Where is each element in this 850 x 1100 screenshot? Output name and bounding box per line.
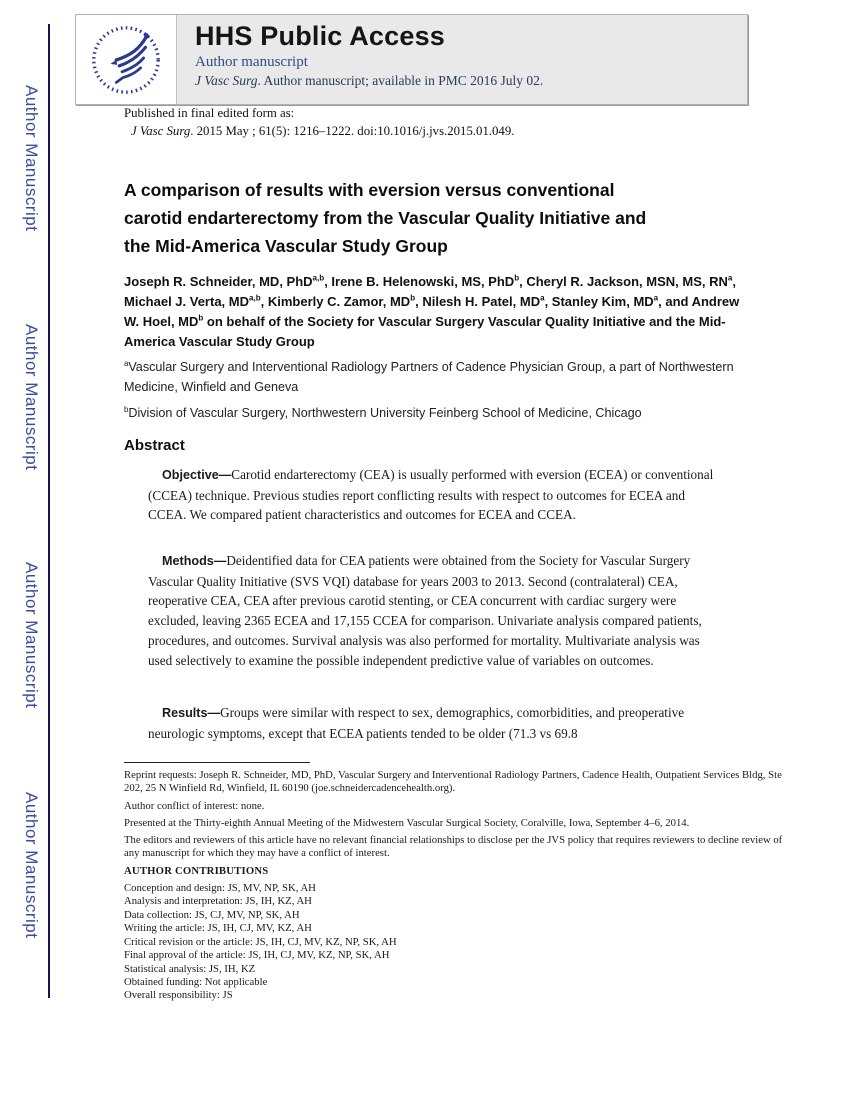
header-title: HHS Public Access <box>195 21 445 51</box>
header-citation-link[interactable]: J Vasc Surg. Author manuscript; available in PMC 2016 July 02. <box>195 73 544 88</box>
presented-at-note: Presented at the Thirty-eighth Annual Meeting of the Midwestern Vascular Surgical Society, Coralville, Iowa, September 4–6, 2014. <box>124 816 690 829</box>
conflict-of-interest-note: Author conflict of interest: none. <box>124 799 265 812</box>
watermark-author-manuscript: Author Manuscript <box>22 561 41 709</box>
article-title <box>124 176 764 260</box>
contribution-item: Overall responsibility: JS <box>124 989 233 1002</box>
article-title-line: carotid endarterectomy from the Vascular Quality Initiative and <box>124 208 647 228</box>
watermark-author-manuscript: Author Manuscript <box>22 323 41 471</box>
abstract-methods-paragraph: Methods—Deidentified data for CEA patients were obtained from the Society for Vascular Surgery Vascular Quality Initiative (SVS VQI) database for years 2003 to 2013. Second (contralateral) CEA, reoperative CEA, CEA after previous carotid stenting, or CEA concurrent with cardiac surgery were excluded, leaving 2365 ECEA and 17,155 CCEA for comparison. Univariate analysis compared patients, procedures, and outcomes. Survival analysis was also performed for mortality. Multivariate analysis was used selectively to examine the possible independent predictive value of variables on outcomes. <box>148 553 702 668</box>
article-title-line: the Mid-America Vascular Study Group <box>124 236 448 256</box>
contribution-item: Statistical analysis: JS, IH, KZ <box>124 962 256 975</box>
abstract-heading: Abstract <box>124 437 185 454</box>
journal-citation: J Vasc Surg. 2015 May ; 61(5): 1216–1222. doi:10.1016/j.jvs.2015.01.049. <box>131 124 515 138</box>
published-as-label: Published in final edited form as: <box>124 106 295 120</box>
footnotes-block <box>124 769 792 1003</box>
reprint-requests-note: Reprint requests: Joseph R. Schneider, MD, PhD, Vascular Surgery and Interventional Radiology Partners, Cadence Health, Outpatient Services Bldg, Ste 202, 25 N Winfield Rd, Winfield, IL 60190 (joe.schneidercadencehealth.org). <box>124 769 782 795</box>
affiliation-b: $^b$Division of Vascular Surgery, Northwestern University Feinberg School of Medicine, Chicago <box>124 404 642 420</box>
sidebar-divider-line <box>48 24 50 998</box>
contribution-item: Writing the article: JS, IH, CJ, MV, KZ, AH <box>124 922 312 935</box>
abstract-objective-paragraph: Objective—Carotid endarterectomy (CEA) is usually performed with eversion (ECEA) or conventional (CCEA) technique. Previous studies report conflicting results with respect to outcomes for ECEA and CCEA. We compared patient characteristics and outcomes for ECEA and CCEA. <box>148 467 714 523</box>
author-list: Joseph R. Schneider, MD, PhD$^{a,b}$, Irene B. Helenowski, MS, PhD$^b$, Cheryl R. Jackson, MSN, MS, $RN^a$, Michael J. Verta, MD$^{a,b}$, Kimberly C. Zamor, $MD^b$, Nilesh H. Patel, $MD^a$, Stanley Kim, $MD^a$, and Andrew W. Hoel, $MD^b$ on behalf of the Society for Vascular Surgery Vascular Quality Initiative and the Mid-America Vascular Study Group <box>124 273 740 349</box>
contribution-item: Critical revision or the article: JS, IH, CJ, MV, KZ, NP, SK, AH <box>124 935 397 948</box>
contribution-item: Data collection: JS, CJ, MV, NP, SK, AH <box>124 908 300 921</box>
pmc-header-banner <box>75 14 748 105</box>
author-manuscript-link[interactable]: Author manuscript <box>195 54 308 70</box>
hhs-logo-icon <box>87 21 165 99</box>
editors-reviewers-note: The editors and reviewers of this article have no relevant financial relationships to disclose per the JVS policy that requires reviewers to decline review of any manuscript for which they may have a conflict of interest. <box>124 834 783 860</box>
contribution-item: Obtained funding: Not applicable <box>124 975 268 988</box>
watermark-author-manuscript: Author Manuscript <box>22 84 41 232</box>
affiliation-a: $^a$Vascular Surgery and Interventional Radiology Partners of Cadence Physician Group, a part of Northwestern Medicine, Winfield and Geneva <box>124 358 734 394</box>
article-title-line: A comparison of results with eversion versus conventional <box>124 180 615 200</box>
abstract-results-paragraph: Results—Groups were similar with respect to sex, demographics, comorbidities, and preoperative neurologic symptoms, except that ECEA patients tended to be older (71.3 vs 69.8 <box>148 705 685 741</box>
published-as-block <box>124 106 514 139</box>
contribution-item: Final approval of the article: JS, IH, CJ, MV, KZ, NP, SK, AH <box>124 949 390 962</box>
header-text-area <box>177 15 543 104</box>
footnote-divider <box>124 762 310 763</box>
contribution-item: Analysis and interpretation: JS, IH, KZ, AH <box>124 895 312 908</box>
author-contributions-heading: AUTHOR CONTRIBUTIONS <box>124 864 269 877</box>
hhs-logo-box <box>76 15 177 104</box>
contribution-item: Conception and design: JS, MV, NP, SK, AH <box>124 882 316 895</box>
watermark-author-manuscript: Author Manuscript <box>22 791 41 939</box>
